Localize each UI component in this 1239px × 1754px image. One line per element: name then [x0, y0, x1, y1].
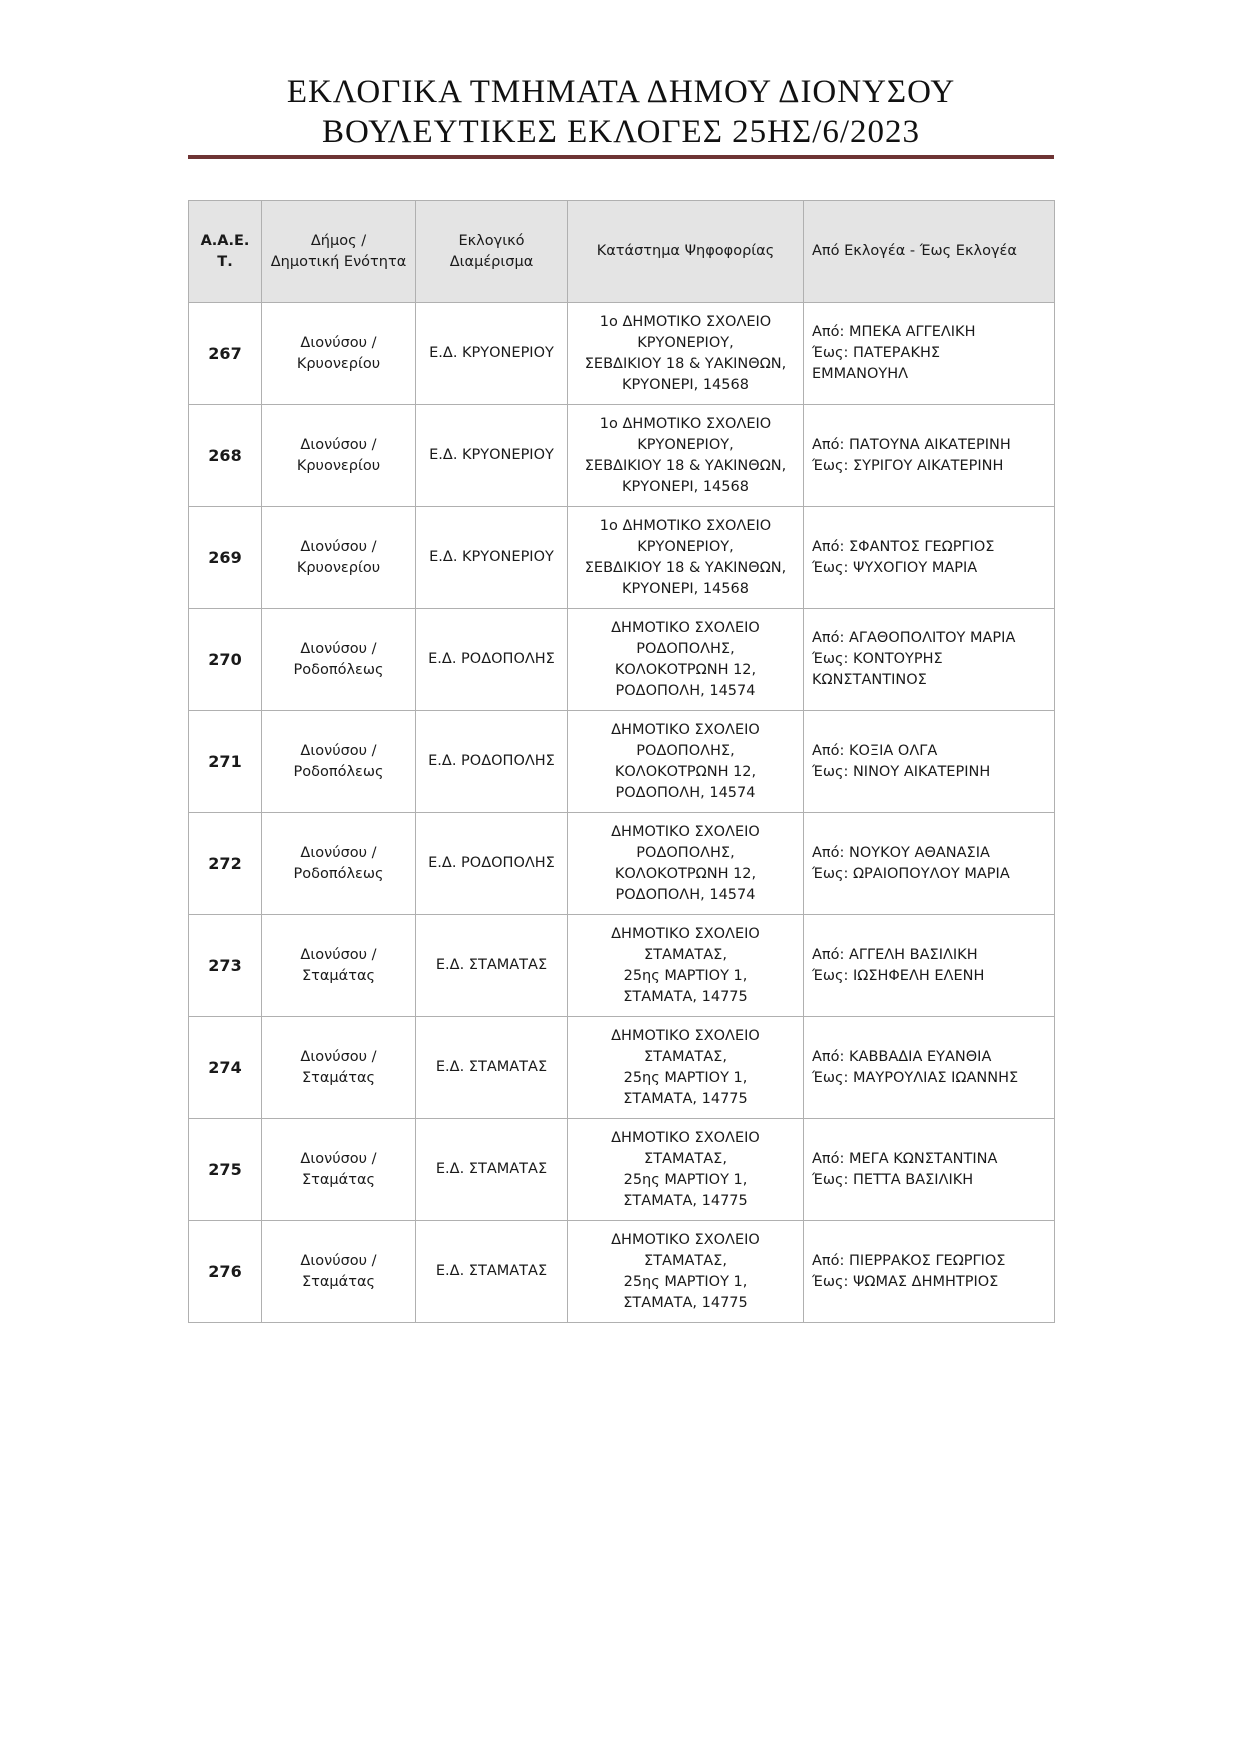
header-voters: [804, 201, 1055, 303]
cell-polling-station-line: ΔΗΜΟΤΙΚΟ ΣΧΟΛΕΙΟ: [611, 1129, 760, 1146]
cell-municipality-line: Σταμάτας: [301, 1273, 376, 1290]
cell-aaet: 275: [189, 1119, 262, 1221]
cell-voter-range-line: Έως: ΚΟΝΤΟΥΡΗΣ: [812, 651, 943, 667]
cell-polling-station-line: ΣΤΑΜΑΤΑ, 14775: [623, 1192, 748, 1209]
cell-municipality-line: Ροδοπόλεως: [293, 763, 384, 780]
cell-municipality-line: Διονύσου /: [300, 1048, 377, 1065]
cell-polling-station: [568, 1017, 804, 1119]
header-aaet-line: Α.Α.Ε.: [200, 232, 250, 249]
cell-voter-range-line: Από: ΜΕΓΑ ΚΩΝΣΤΑΝΤΙΝΑ: [812, 1150, 998, 1167]
cell-aaet: 276: [189, 1221, 262, 1323]
cell-polling-station-line: ΚΡΥΟΝΕΡΙΟΥ,: [637, 436, 734, 453]
cell-polling-station-line: ΣΕΒΔΙΚΙΟΥ 18 & ΥΑΚΙΝΘΩΝ,: [584, 355, 787, 372]
cell-aaet: 273: [189, 915, 262, 1017]
cell-polling-station-line: ΣΕΒΔΙΚΙΟΥ 18 & ΥΑΚΙΝΘΩΝ,: [584, 457, 787, 474]
cell-district-line: Ε.Δ. ΣΤΑΜΑΤΑΣ: [435, 957, 548, 973]
cell-polling-station-line: ΣΤΑΜΑΤΑ, 14775: [623, 1090, 748, 1107]
cell-district: [416, 711, 568, 813]
cell-voter-range-line: Από: ΠΙΕΡΡΑΚΟΣ ΓΕΩΡΓΙΟΣ: [812, 1252, 1006, 1269]
cell-polling-station-line: ΚΟΛΟΚΟΤΡΩΝΗ 12,: [614, 763, 757, 780]
cell-polling-station-line: ΔΗΜΟΤΙΚΟ ΣΧΟΛΕΙΟ: [611, 823, 760, 840]
table-row: [189, 609, 1055, 711]
cell-voter-range-line: Από: ΚΟΞΙΑ ΟΛΓΑ: [812, 742, 938, 759]
cell-voter-range: [804, 915, 1055, 1017]
cell-polling-station-line: 25ης ΜΑΡΤΙΟΥ 1,: [623, 1273, 748, 1290]
cell-aaet: 267: [189, 303, 262, 405]
cell-polling-station-line: ΡΟΔΟΠΟΛΗ, 14574: [615, 682, 756, 699]
cell-polling-station-line: ΣΤΑΜΑΤΑΣ,: [644, 1252, 727, 1269]
table-row: [189, 711, 1055, 813]
cell-polling-station-line: ΔΗΜΟΤΙΚΟ ΣΧΟΛΕΙΟ: [611, 925, 760, 942]
cell-polling-station: [568, 507, 804, 609]
cell-district-line: Ε.Δ. ΡΟΔΟΠΟΛΗΣ: [428, 855, 555, 871]
cell-polling-station: [568, 405, 804, 507]
cell-district-line: Ε.Δ. ΡΟΔΟΠΟΛΗΣ: [428, 753, 555, 769]
cell-polling-station-line: ΣΕΒΔΙΚΙΟΥ 18 & ΥΑΚΙΝΘΩΝ,: [584, 559, 787, 576]
cell-municipality-line: Διονύσου /: [300, 742, 377, 759]
title-line-1: ΕΚΛΟΓΙΚΑ ΤΜΗΜΑΤΑ ΔΗΜΟΥ ΔΙΟΝΥΣΟΥ: [286, 74, 956, 110]
cell-polling-station-line: ΔΗΜΟΤΙΚΟ ΣΧΟΛΕΙΟ: [611, 619, 760, 636]
cell-polling-station-line: ΡΟΔΟΠΟΛΗΣ,: [636, 640, 735, 657]
header-aaet-line: Τ.: [217, 253, 233, 270]
cell-polling-station-line: 25ης ΜΑΡΤΙΟΥ 1,: [623, 1171, 748, 1188]
header-district: [416, 201, 568, 303]
cell-voter-range-line: Από: ΠΑΤΟΥΝΑ ΑΙΚΑΤΕΡΙΝΗ: [812, 436, 1011, 453]
cell-voter-range-line: Από: ΚΑΒΒΑΔΙΑ ΕΥΑΝΘΙΑ: [812, 1048, 992, 1065]
cell-polling-station: [568, 1221, 804, 1323]
cell-polling-station-line: ΡΟΔΟΠΟΛΗΣ,: [636, 844, 735, 861]
table-row: [189, 1017, 1055, 1119]
cell-polling-station-line: ΚΡΥΟΝΕΡΙ, 14568: [622, 376, 749, 393]
cell-municipality-line: Κρυονερίου: [296, 457, 381, 474]
cell-aaet: 269: [189, 507, 262, 609]
cell-aaet: 271: [189, 711, 262, 813]
cell-district-line: Ε.Δ. ΣΤΑΜΑΤΑΣ: [435, 1161, 548, 1177]
cell-polling-station-line: ΡΟΔΟΠΟΛΗ, 14574: [615, 784, 756, 801]
cell-district-line: Ε.Δ. ΚΡΥΟΝΕΡΙΟΥ: [429, 345, 554, 361]
cell-municipality: [262, 711, 416, 813]
cell-voter-range-line: Έως: ΠΑΤΕΡΑΚΗΣ: [812, 345, 941, 361]
cell-district: [416, 609, 568, 711]
cell-voter-range-line: Από: ΝΟΥΚΟΥ ΑΘΑΝΑΣΙΑ: [812, 844, 990, 861]
cell-voter-range-line: Έως: ΣΥΡΙΓΟΥ ΑΙΚΑΤΕΡΙΝΗ: [812, 457, 1004, 474]
cell-municipality: [262, 303, 416, 405]
header-station-line: Κατάστημα Ψηφοφορίας: [596, 243, 775, 259]
cell-polling-station: [568, 1119, 804, 1221]
cell-voter-range-line: Από: ΑΓΑΘΟΠΟΛΙΤΟΥ ΜΑΡΙΑ: [812, 630, 1016, 646]
table-header: [189, 201, 1055, 303]
cell-polling-station-line: 1ο ΔΗΜΟΤΙΚΟ ΣΧΟΛΕΙΟ: [599, 517, 772, 534]
cell-polling-station: [568, 813, 804, 915]
cell-municipality-line: Διονύσου /: [300, 436, 377, 453]
header-municipality: [262, 201, 416, 303]
cell-voter-range: [804, 507, 1055, 609]
cell-voter-range-line: Έως: ΝΙΝΟΥ ΑΙΚΑΤΕΡΙΝΗ: [812, 763, 991, 780]
cell-polling-station: [568, 303, 804, 405]
header-municipality-line: Δήμος /: [310, 232, 367, 249]
cell-polling-station-line: ΣΤΑΜΑΤΑ, 14775: [623, 1294, 748, 1311]
cell-municipality-line: Κρυονερίου: [296, 559, 381, 576]
cell-voter-range: [804, 1119, 1055, 1221]
cell-voter-range-line: Από: ΜΠΕΚΑ ΑΓΓΕΛΙΚΗ: [812, 324, 976, 340]
cell-polling-station-line: ΚΡΥΟΝΕΡΙ, 14568: [622, 580, 749, 597]
cell-polling-station-line: ΡΟΔΟΠΟΛΗΣ,: [636, 742, 735, 759]
cell-municipality-line: Σταμάτας: [301, 1069, 376, 1086]
header-municipality-line: Δημοτική Ενότητα: [270, 253, 407, 270]
cell-polling-station: [568, 711, 804, 813]
cell-voter-range-line: Έως: ΩΡΑΙΟΠΟΥΛΟΥ ΜΑΡΙΑ: [812, 865, 1010, 882]
cell-district: [416, 915, 568, 1017]
cell-municipality-line: Διονύσου /: [300, 844, 377, 861]
cell-municipality-line: Σταμάτας: [301, 967, 376, 984]
cell-municipality: [262, 915, 416, 1017]
document-title: [188, 72, 1054, 152]
cell-aaet: 274: [189, 1017, 262, 1119]
cell-district-line: Ε.Δ. ΡΟΔΟΠΟΛΗΣ: [428, 651, 555, 667]
cell-voter-range: [804, 813, 1055, 915]
cell-municipality: [262, 507, 416, 609]
cell-district: [416, 1221, 568, 1323]
cell-district-line: Ε.Δ. ΚΡΥΟΝΕΡΙΟΥ: [429, 447, 554, 463]
cell-polling-station-line: ΡΟΔΟΠΟΛΗ, 14574: [615, 886, 756, 903]
cell-voter-range-line: ΚΩΝΣΤΑΝΤΙΝΟΣ: [812, 672, 927, 688]
cell-aaet: 270: [189, 609, 262, 711]
header-station: [568, 201, 804, 303]
cell-district: [416, 405, 568, 507]
table-body: [189, 303, 1055, 1323]
table-row: [189, 915, 1055, 1017]
table-row: [189, 1221, 1055, 1323]
cell-polling-station: [568, 915, 804, 1017]
cell-polling-station-line: ΔΗΜΟΤΙΚΟ ΣΧΟΛΕΙΟ: [611, 721, 760, 738]
cell-municipality-line: Σταμάτας: [301, 1171, 376, 1188]
cell-municipality-line: Διονύσου /: [300, 334, 377, 351]
cell-polling-station-line: ΣΤΑΜΑΤΑ, 14775: [623, 988, 748, 1005]
cell-voter-range: [804, 1017, 1055, 1119]
table-row: [189, 405, 1055, 507]
cell-polling-station-line: 1ο ΔΗΜΟΤΙΚΟ ΣΧΟΛΕΙΟ: [599, 313, 772, 330]
cell-voter-range: [804, 1221, 1055, 1323]
title-underline: [188, 155, 1054, 159]
cell-voter-range: [804, 609, 1055, 711]
cell-aaet: 272: [189, 813, 262, 915]
cell-municipality: [262, 405, 416, 507]
cell-voter-range-line: ΕΜΜΑΝΟΥΗΛ: [812, 366, 909, 382]
table-row: [189, 1119, 1055, 1221]
cell-polling-station-line: ΔΗΜΟΤΙΚΟ ΣΧΟΛΕΙΟ: [611, 1027, 760, 1044]
header-voters-line: Από Εκλογέα - Έως Εκλογέα: [812, 243, 1017, 259]
cell-polling-station-line: ΚΡΥΟΝΕΡΙ, 14568: [622, 478, 749, 495]
cell-municipality-line: Κρυονερίου: [296, 355, 381, 372]
cell-voter-range-line: Έως: ΙΩΣΗΦΕΛΗ ΕΛΕΝΗ: [812, 967, 985, 984]
cell-municipality: [262, 1221, 416, 1323]
cell-municipality: [262, 1017, 416, 1119]
cell-municipality-line: Ροδοπόλεως: [293, 865, 384, 882]
cell-polling-station-line: ΚΟΛΟΚΟΤΡΩΝΗ 12,: [614, 661, 757, 678]
header-aaet: [189, 201, 262, 303]
cell-municipality: [262, 1119, 416, 1221]
cell-polling-station-line: ΣΤΑΜΑΤΑΣ,: [644, 1048, 727, 1065]
cell-municipality-line: Διονύσου /: [300, 1150, 377, 1167]
cell-voter-range-line: Από: ΣΦΑΝΤΟΣ ΓΕΩΡΓΙΟΣ: [812, 538, 995, 555]
cell-voter-range-line: Έως: ΨΩΜΑΣ ΔΗΜΗΤΡΙΟΣ: [812, 1273, 999, 1290]
cell-district-line: Ε.Δ. ΣΤΑΜΑΤΑΣ: [435, 1263, 548, 1279]
title-line-2: ΒΟΥΛΕΥΤΙΚΕΣ ΕΚΛΟΓΕΣ 25ΗΣ/6/2023: [321, 114, 921, 150]
cell-polling-station-line: ΣΤΑΜΑΤΑΣ,: [644, 1150, 727, 1167]
cell-aaet: 268: [189, 405, 262, 507]
cell-polling-station-line: 1ο ΔΗΜΟΤΙΚΟ ΣΧΟΛΕΙΟ: [599, 415, 772, 432]
cell-polling-station-line: 25ης ΜΑΡΤΙΟΥ 1,: [623, 1069, 748, 1086]
table-row: [189, 303, 1055, 405]
cell-municipality: [262, 813, 416, 915]
cell-polling-station-line: ΚΡΥΟΝΕΡΙΟΥ,: [637, 334, 734, 351]
cell-municipality-line: Διονύσου /: [300, 1252, 377, 1269]
cell-voter-range-line: Από: ΑΓΓΕΛΗ ΒΑΣΙΛΙΚΗ: [812, 946, 978, 963]
cell-district: [416, 1119, 568, 1221]
cell-voter-range: [804, 711, 1055, 813]
cell-district: [416, 303, 568, 405]
cell-municipality: [262, 609, 416, 711]
cell-polling-station-line: ΚΡΥΟΝΕΡΙΟΥ,: [637, 538, 734, 555]
header-district-line: Εκλογικό: [458, 232, 525, 249]
table-row: [189, 813, 1055, 915]
cell-polling-station-line: 25ης ΜΑΡΤΙΟΥ 1,: [623, 967, 748, 984]
cell-polling-station: [568, 609, 804, 711]
cell-district-line: Ε.Δ. ΚΡΥΟΝΕΡΙΟΥ: [429, 549, 554, 565]
cell-voter-range: [804, 303, 1055, 405]
cell-municipality-line: Διονύσου /: [300, 538, 377, 555]
polling-sections-table: [188, 200, 1055, 1323]
cell-district: [416, 1017, 568, 1119]
header-district-line: Διαμέρισμα: [449, 253, 534, 270]
cell-voter-range-line: Έως: ΜΑΥΡΟΥΛΙΑΣ ΙΩΑΝΝΗΣ: [812, 1069, 1019, 1086]
cell-voter-range-line: Έως: ΠΕΤΤΑ ΒΑΣΙΛΙΚΗ: [812, 1171, 974, 1188]
table-row: [189, 507, 1055, 609]
cell-district: [416, 507, 568, 609]
header-row: [189, 201, 1055, 303]
cell-polling-station-line: ΣΤΑΜΑΤΑΣ,: [644, 946, 727, 963]
cell-municipality-line: Ροδοπόλεως: [293, 661, 384, 678]
cell-polling-station-line: ΔΗΜΟΤΙΚΟ ΣΧΟΛΕΙΟ: [611, 1231, 760, 1248]
cell-municipality-line: Διονύσου /: [300, 946, 377, 963]
cell-district: [416, 813, 568, 915]
cell-voter-range-line: Έως: ΨΥΧΟΓΙΟΥ ΜΑΡΙΑ: [812, 559, 978, 576]
cell-municipality-line: Διονύσου /: [300, 640, 377, 657]
cell-polling-station-line: ΚΟΛΟΚΟΤΡΩΝΗ 12,: [614, 865, 757, 882]
cell-voter-range: [804, 405, 1055, 507]
cell-district-line: Ε.Δ. ΣΤΑΜΑΤΑΣ: [435, 1059, 548, 1075]
